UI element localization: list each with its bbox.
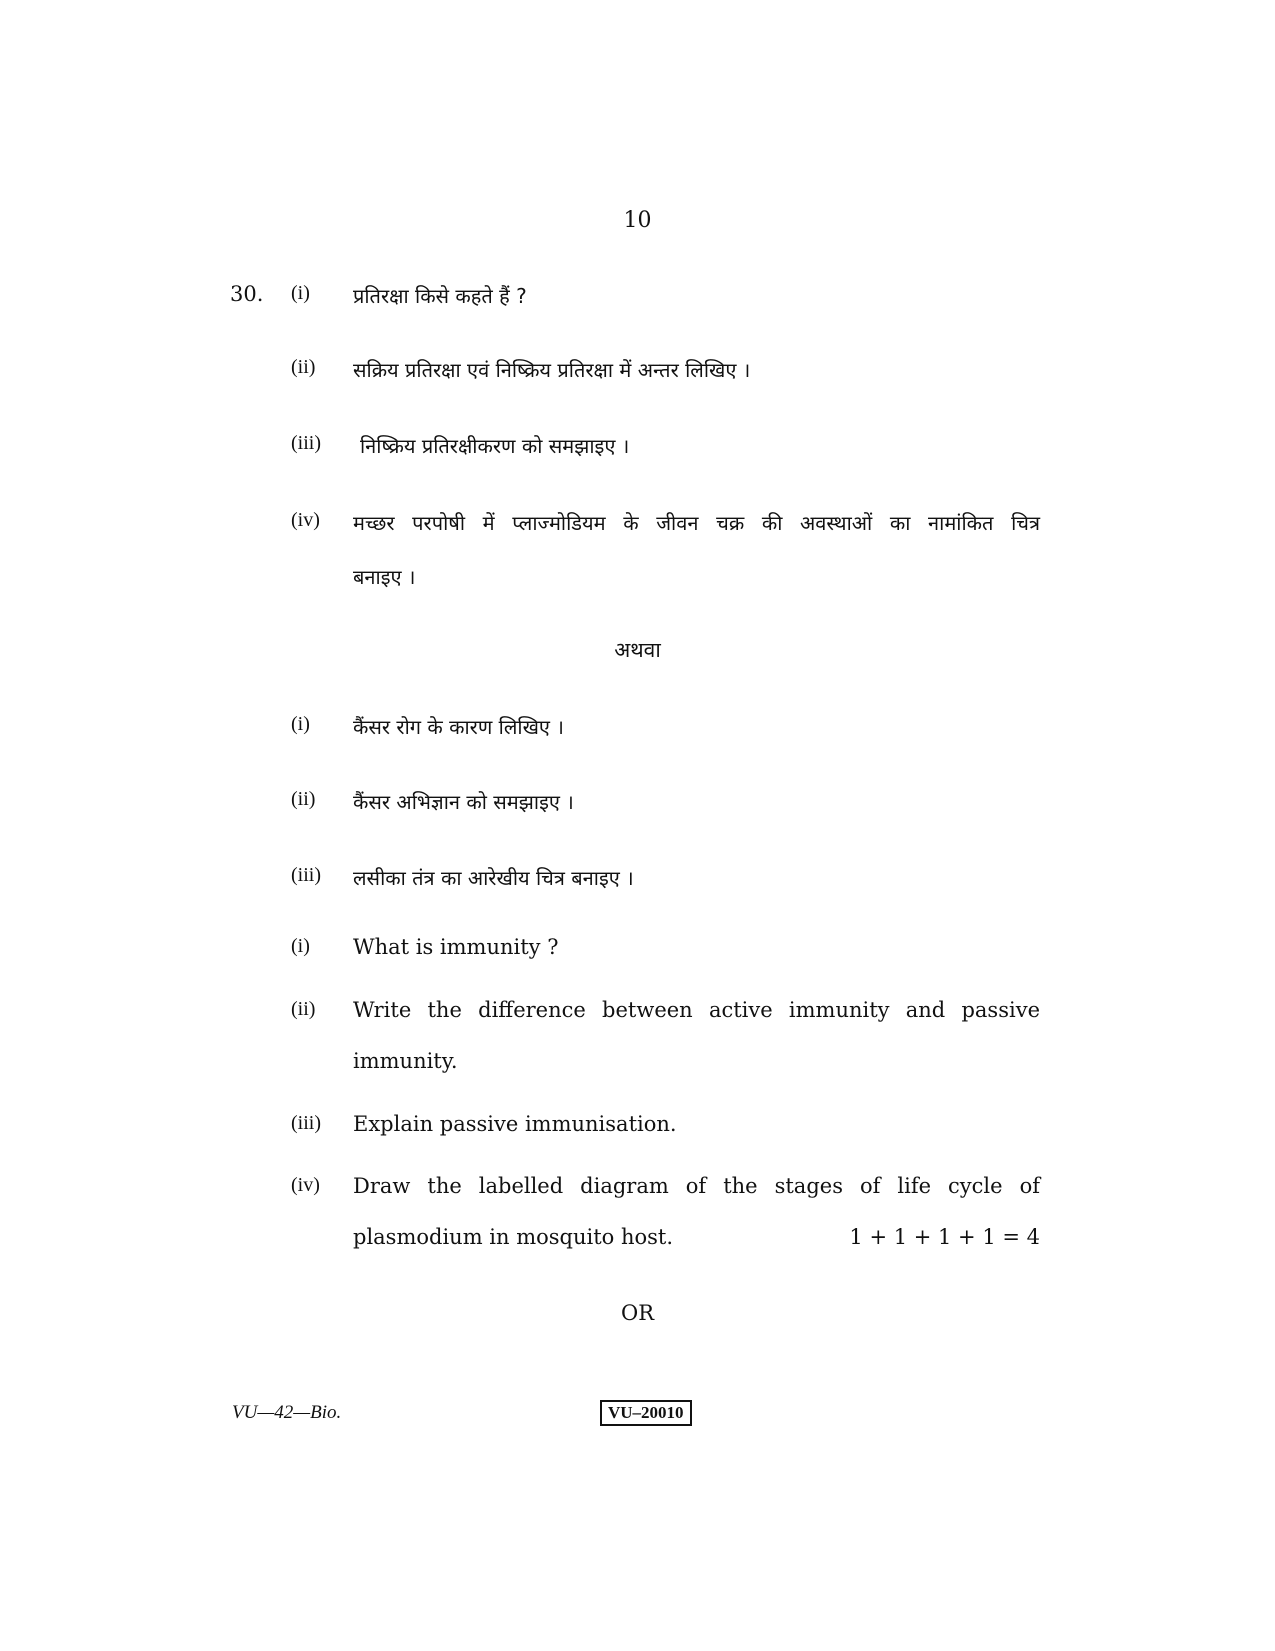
item-text: मच्छर परपोषी में प्लाज्मोडियम के जीवन चक्र की अवस्थाओं का नामांकित चित्र (353, 511, 1040, 535)
page-number: 10 (623, 208, 652, 233)
item-text: सक्रिय प्रतिरक्षा एवं निष्क्रिय प्रतिरक्षा में अन्तर लिखिए । (353, 358, 751, 382)
item-label: (iii) (291, 432, 321, 454)
item-text: immunity. (353, 1049, 458, 1073)
question-number: 30. (230, 282, 264, 306)
item-label: (iv) (291, 1174, 320, 1196)
item-label: (iii) (291, 864, 321, 886)
item-label: (iv) (291, 509, 320, 531)
item-label: (ii) (291, 998, 316, 1020)
item-text: बनाइए । (353, 565, 416, 589)
item-label: (iii) (291, 1112, 321, 1134)
or-divider-hindi: अथवा (614, 638, 661, 662)
item-text: कैंसर रोग के कारण लिखिए । (353, 715, 564, 739)
item-label: (i) (291, 282, 310, 304)
item-text: लसीका तंत्र का आरेखीय चित्र बनाइए । (353, 866, 634, 890)
item-text: Write the difference between active immunity and passive (353, 998, 1040, 1022)
marks-allocation: 1 + 1 + 1 + 1 = 4 (849, 1225, 1040, 1249)
paper-code-box: VU–20010 (600, 1400, 692, 1426)
item-text: प्रतिरक्षा किसे कहते हैं ? (353, 284, 527, 308)
paper-code: VU—42—Bio. (232, 1402, 342, 1423)
item-text: Explain passive immunisation. (353, 1112, 677, 1136)
item-text: Draw the labelled diagram of the stages of life cycle of (353, 1174, 1040, 1198)
or-divider-english: OR (620, 1301, 655, 1325)
item-label: (i) (291, 713, 310, 735)
item-text: What is immunity ? (353, 935, 559, 959)
item-text: निष्क्रिय प्रतिरक्षीकरण को समझाइए । (360, 434, 630, 458)
item-text: plasmodium in mosquito host. (353, 1225, 674, 1249)
item-label: (ii) (291, 788, 316, 810)
item-label: (i) (291, 935, 310, 957)
item-text: कैंसर अभिज्ञान को समझाइए । (353, 790, 574, 814)
item-label: (ii) (291, 356, 316, 378)
